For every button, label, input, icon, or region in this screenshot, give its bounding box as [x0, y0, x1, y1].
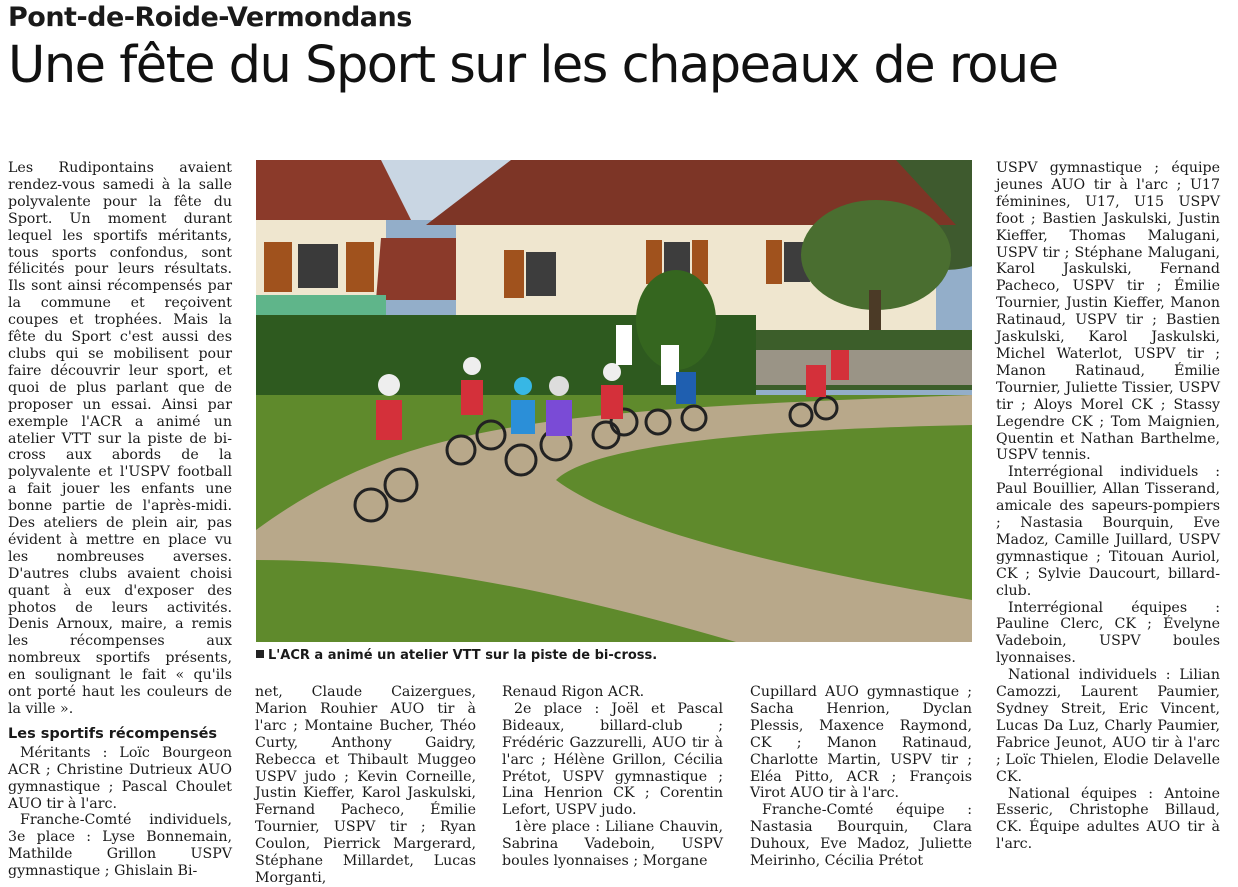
col5-paragraph-c: Interrégional équipes : Pauline Clerc, CK ; Évelyne Vadeboin, USPV boules lyonnaises.	[996, 599, 1220, 667]
col5-paragraph-d: National individuels : Lilian Camozzi, Laurent Paumier, Sydney Streit, Eric Vincent, Lucas Da Luz, Charly Paumier, Fabrice Jeunot, AUO tir à l'arc ; Loïc Thielen, Elodie Delavelle CK.	[996, 667, 1220, 785]
caption-bullet-icon	[256, 650, 264, 658]
col4-paragraph-b: Franche-Comté équipe : Nastasia Bourquin, Clara Duhoux, Eve Madoz, Juliette Meirinho, Cécilia Prétot	[750, 802, 972, 870]
col5-paragraph-a: USPV gymnastique ; équipe jeunes AUO tir à l'arc ; U17 féminines, U17, U15 USPV foot ; Bastien Jaskulski, Justin Kieffer, Thomas Malugani, USPV tir ; Stéphane Malugani, Karol Jaskulski, Fernand Pacheco, USPV tir ; Émilie Tournier, Justin Kieffer, Manon Ratinaud, USPV tir ; Bastien Jaskulski, Karol Jaskulski, Michel Waterlot, USPV tir ; Manon Ratinaud, Émilie Tournier, Juliette Tissier, USPV tir ; Aloys Morel CK ; Stassy Legendre CK ; Tom Maignien, Quentin et Nathan Barthelme, USPV tennis.	[996, 160, 1220, 464]
intro-paragraph: Les Rudipontains avaient rendez-vous samedi à la salle polyvalente pour la fête du Sport. Un moment durant lequel les sportifs méritants, tous sports confondus, sont félicités pour leurs résultats. Ils sont ainsi récompensés par la commune et reçoivent coupes et trophées. Mais la fête du Sport c'est aussi des clubs qui se mobilisent pour faire découvrir leur sport, et quoi de plus parlant que de proposer un essai. Ainsi par exemple l'ACR a animé un atelier VTT sur la piste de bi-cross aux abords de la polyvalente et l'USPV football a fait jouer les enfants une bonne partie de l'après-midi. Des ateliers de plein air, pas évident à mettre en place vu les nombreuses averses. D'autres clubs avaient choisi quant à eux d'exposer des photos de leurs activités. Denis Arnoux, maire, a remis les récompenses aux nombreux sportifs présents, en soulignant le fait « qu'ils ont porté haut les couleurs de la ville ».	[8, 160, 232, 717]
article-kicker: Pont-de-Roide-Vermondans	[8, 2, 412, 33]
article-column-3	[502, 684, 723, 870]
meritants-paragraph: Méritants : Loïc Bourgeon ACR ; Christine Dutrieux AUO gymnastique ; Pascal Choulet AUO tir à l'arc.	[8, 744, 232, 812]
article-column-4	[750, 684, 972, 870]
col5-paragraph-b: Interrégional individuels : Paul Bouillier, Allan Tisserand, amicale des sapeurs-pompiers ; Nastasia Bourquin, Eve Madoz, Camille Juillard, USPV gymnastique ; Titouan Auriol, CK ; Sylvie Daucourt, billard-club.	[996, 464, 1220, 599]
article-column-5	[996, 160, 1220, 853]
photo-caption	[256, 648, 972, 663]
article-headline: Une fête du Sport sur les chapeaux de roue	[8, 36, 1058, 95]
col3-paragraph-c: 1ère place : Liliane Chauvin, Sabrina Vadeboin, USPV boules lyonnaises ; Morgane	[502, 819, 723, 870]
article-column-1	[8, 160, 232, 880]
fc-individuels-paragraph: Franche-Comté individuels, 3e place : Lyse Bonnemain, Mathilde Grillon USPV gymnastique ; Ghislain Bi-	[8, 812, 232, 880]
col3-paragraph-a: Renaud Rigon ACR.	[502, 684, 645, 700]
article-column-2	[255, 684, 476, 887]
col4-paragraph-a: Cupillard AUO gymnastique ; Sacha Henrion, Dyclan Plessis, Maxence Raymond, CK ; Manon Ratinaud, Charlotte Martin, USPV tir ; Eléa Pitto, ACR ; François Virot AUO tir à l'arc.	[750, 684, 972, 802]
article-photo	[256, 160, 972, 642]
col3-paragraph-b: 2e place : Joël et Pascal Bideaux, billard-club ; Frédéric Gazzurelli, AUO tir à l'arc ; Hélène Grillon, Cécilia Prétot, USPV gymnastique ; Lina Henrion CK ; Corentin Lefort, USPV judo.	[502, 700, 723, 819]
photo-caption-text: L'ACR a animé un atelier VTT sur la piste de bi-cross.	[268, 648, 658, 663]
col5-paragraph-e: National équipes : Antoine Esseric, Christophe Billaud, CK. Équipe adultes AUO tir à l'arc.	[996, 785, 1220, 853]
col2-paragraph: net, Claude Caizergues, Marion Rouhier AUO tir à l'arc ; Montaine Bucher, Théo Curty, Anthony Gaidry, Rebecca et Thibault Muggeo USPV judo ; Kevin Corneille, Justin Kieffer, Karol Jaskulski, Fernand Pacheco, Émilie Tournier, USPV tir ; Ryan Coulon, Pierrick Margerard, Stéphane Millardet, Lucas Morganti,	[255, 684, 476, 886]
section-subhead: Les sportifs récompensés	[8, 725, 218, 742]
